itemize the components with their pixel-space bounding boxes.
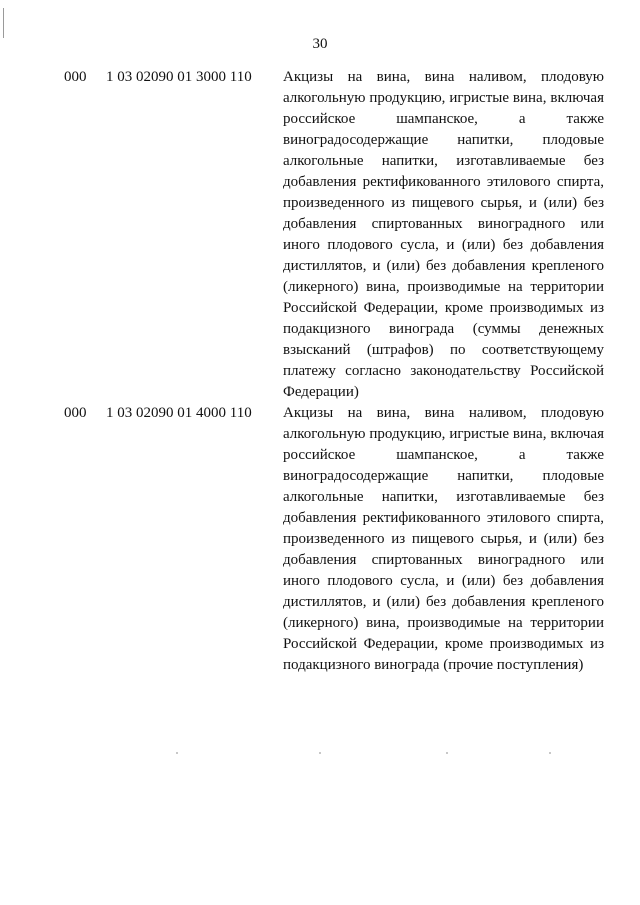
description-line: дистиллятов, и (или) без добавления крепленого [283, 258, 604, 274]
description-line: Федерации) [283, 384, 359, 400]
description-line: (ликерного) вина, производимые на территории [283, 279, 604, 295]
scan-edge-mark [3, 8, 4, 38]
page-number: 30 [312, 36, 328, 52]
description-line: добавления спиртованных виноградного или [283, 552, 604, 568]
administrator-code: 000 [64, 69, 87, 85]
description-line: (ликерного) вина, производимые на территории [283, 615, 604, 631]
description-line: виноградосодержащие напитки, плодовые [283, 132, 604, 148]
income-description [283, 67, 604, 403]
scan-speck [549, 752, 551, 754]
description-line: Российской Федерации, кроме производимых из [283, 300, 604, 316]
description-line: подакцизного винограда (суммы денежных [283, 321, 604, 337]
description-line: российское шампанское, а также [283, 447, 604, 463]
description-line: дистиллятов, и (или) без добавления крепленого [283, 594, 604, 610]
description-line: алкогольную продукцию, игристые вина, включая [283, 426, 604, 442]
description-line: произведенного из пищевого сырья, и (или) без [283, 195, 604, 211]
income-description [283, 403, 604, 676]
scan-speck [319, 752, 321, 754]
description-line: алкогольную продукцию, игристые вина, включая [283, 90, 604, 106]
description-line: алкогольные напитки, изготавливаемые без [283, 153, 604, 169]
description-line: добавления ректификованного этилового спирта, [283, 174, 604, 190]
administrator-code: 000 [64, 405, 87, 421]
scan-speck [446, 752, 448, 754]
description-line: произведенного из пищевого сырья, и (или) без [283, 531, 604, 547]
description-line: добавления спиртованных виноградного или [283, 216, 604, 232]
description-line: взысканий (штрафов) по соответствующему [283, 342, 604, 358]
scan-speck [176, 752, 178, 754]
description-line: подакцизного винограда (прочие поступления) [283, 657, 584, 673]
description-line: иного плодового сусла, и (или) без добавления [283, 573, 604, 589]
description-line: Акцизы на вина, вина наливом, плодовую [283, 405, 604, 421]
description-line: добавления ректификованного этилового спирта, [283, 510, 604, 526]
budget-classification-code: 1 03 02090 01 4000 110 [106, 405, 252, 421]
description-line: иного плодового сусла, и (или) без добавления [283, 237, 604, 253]
description-line: алкогольные напитки, изготавливаемые без [283, 489, 604, 505]
description-line: Акцизы на вина, вина наливом, плодовую [283, 69, 604, 85]
description-line: платежу согласно законодательству Российской [283, 363, 604, 379]
description-line: Российской Федерации, кроме производимых из [283, 636, 604, 652]
budget-classification-code: 1 03 02090 01 3000 110 [106, 69, 252, 85]
description-line: российское шампанское, а также [283, 111, 604, 127]
description-line: виноградосодержащие напитки, плодовые [283, 468, 604, 484]
